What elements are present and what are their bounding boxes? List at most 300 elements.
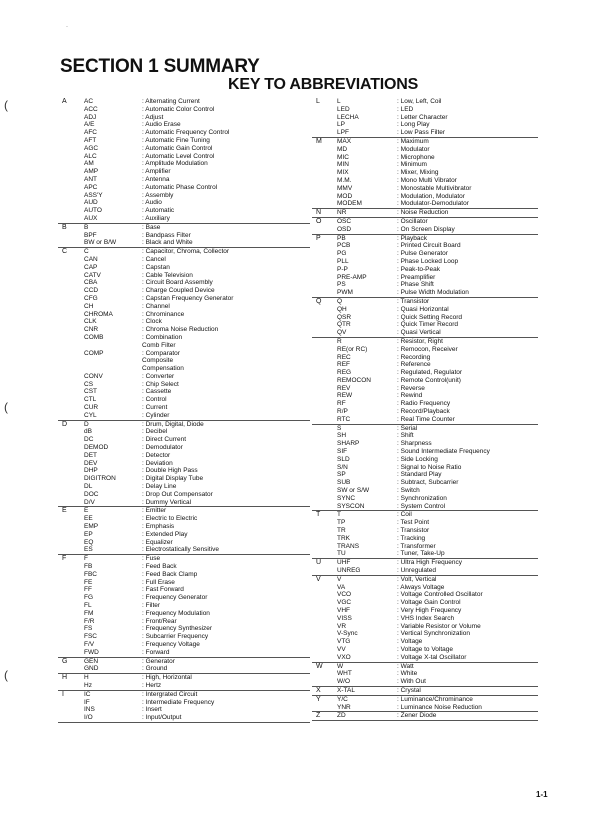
group-letter: G [62,657,68,665]
abbreviation-meaning: : Chip Select [142,380,179,388]
abbreviation-meaning: : Remocon, Receiver [397,345,458,353]
abbreviation: WHT [337,670,352,678]
abbreviation-row [312,584,538,592]
abbreviation: YNR [337,703,351,711]
abbreviation: MIC [337,153,349,161]
abbreviation: VCO [337,591,352,599]
abbreviation: VTG [337,638,351,646]
abbreviation-row [58,602,310,610]
abbreviation: QTR [337,321,351,329]
abbreviation: VR [337,622,347,630]
abbreviation-row [312,448,538,456]
abbreviation-meaning: : Peak-to-Peak [397,265,440,273]
abbreviation: L [337,98,341,105]
right-abbreviation-column [312,98,538,721]
abbreviation-meaning: : Zener Diode [397,712,437,720]
abbreviation: DIGITRON [84,475,116,483]
abbreviation-row [312,623,538,631]
margin-bracket-mark: ( [4,668,8,682]
abbreviation-group [312,696,538,713]
abbreviation-row [312,663,538,671]
abbreviation-row [58,248,310,256]
abbreviation: VV [337,645,346,653]
abbreviation-meaning: : Maximum [397,137,429,145]
abbreviation: MODEM [337,200,362,208]
abbreviation-meaning: : Electrostatically Sensitive [142,546,219,554]
abbreviation-row [312,129,538,137]
abbreviation: R [337,337,342,345]
abbreviation-meaning: : Alternating Current [142,98,200,105]
abbreviation: TU [337,550,346,558]
abbreviation-row [312,543,538,551]
abbreviation-meaning: : Volt, Vertical [397,575,437,583]
abbreviation: MIN [337,161,349,169]
abbreviation: ANT [84,175,97,183]
abbreviation-row [312,114,538,122]
abbreviation-meaning: : Regulated, Regulator [397,369,463,377]
abbreviation: R/P [337,408,348,416]
abbreviation-group [312,98,538,138]
abbreviation: PB [337,234,346,242]
abbreviation-row [312,138,538,146]
abbreviation: VGC [337,599,352,607]
abbreviation: CNR [84,326,99,334]
abbreviation-meaning: : Amplitude Modulation [142,160,208,168]
abbreviation-row [312,471,538,479]
abbreviation: ADJ [84,113,97,121]
abbreviation: VA [337,583,346,591]
abbreviation: B [84,223,89,231]
abbreviation-group [58,224,310,248]
abbreviation-meaning: : Reference [397,361,431,369]
abbreviation-meaning: : Sound Intermediate Frequency [397,448,490,456]
abbreviation-row [58,239,310,247]
abbreviation-row [58,515,310,523]
abbreviation-row [58,168,310,176]
abbreviation: P-P [337,265,348,273]
abbreviation: FF [84,586,92,594]
abbreviation-row [58,98,310,106]
abbreviation-row [58,674,310,682]
abbreviation-meaning: : Delay Line [142,483,177,491]
abbreviation-meaning: : Frequency Generator [142,594,208,602]
abbreviation-row [58,452,310,460]
abbreviation: DEV [84,459,98,467]
abbreviation: V-Sync [337,630,358,638]
abbreviation-meaning: : Generator [142,657,175,665]
abbreviation-meaning: : On Screen Display [397,225,455,233]
abbreviation-meaning: : Antenna [142,175,170,183]
abbreviation-row [58,318,310,326]
abbreviation-row [58,381,310,389]
abbreviation-meaning: : Decibel [142,428,168,436]
abbreviation: PG [337,250,347,258]
abbreviation-row [58,326,310,334]
abbreviation-meaning: : Current [142,404,168,412]
abbreviation: T [337,511,341,519]
abbreviation: FL [84,602,92,609]
abbreviation-row [312,487,538,495]
abbreviation-row [58,404,310,412]
abbreviation-row [312,559,538,567]
abbreviation-group [58,555,310,657]
abbreviation: IF [84,698,90,706]
abbreviation-meaning: : Voltage [397,638,423,646]
abbreviation: MAX [337,137,352,145]
abbreviation-meaning: : Chroma Noise Reduction [142,326,219,334]
abbreviation-meaning: : Voltage Gain Control [397,599,461,607]
abbreviation-meaning: : Letter Character [397,113,448,121]
abbreviation: RF [337,400,346,408]
abbreviation-group [58,421,310,508]
abbreviation-meaning: : Drop Out Compensator [142,490,213,498]
abbreviation-meaning: : Vertical Synchronization [397,630,470,638]
abbreviation: OSC [337,217,352,225]
abbreviation: RTC [337,415,351,423]
group-letter: D [62,420,68,428]
abbreviation-meaning: : Cable Television [142,271,193,279]
abbreviation-row [58,571,310,579]
abbreviation: CLK [84,318,97,326]
abbreviation-meaning: : LED [397,105,414,113]
abbreviation-meaning: : Preamplifier [397,273,436,281]
abbreviation: EMP [84,523,99,531]
abbreviation-row [312,567,538,575]
abbreviation-meaning: : Base [142,223,161,231]
abbreviation-row [58,618,310,626]
abbreviation-meaning: : Subtract, Subcarrier [397,479,459,487]
abbreviation-row [58,428,310,436]
abbreviation: Y/C [337,695,348,703]
abbreviation: UHF [337,559,351,567]
abbreviation: INS [84,706,95,714]
abbreviation-meaning: : Unregulated [397,567,437,575]
abbreviation: CST [84,388,97,396]
abbreviation-group [312,218,538,235]
section-title: SECTION 1 SUMMARY [60,56,260,77]
group-letter: P [316,234,321,242]
abbreviation-row [312,527,538,535]
abbreviation-group [58,691,310,723]
group-letter: N [316,209,322,217]
abbreviation-row [58,184,310,192]
abbreviation: ES [84,546,93,554]
abbreviation-row [58,311,310,319]
group-letter: F [62,555,67,563]
abbreviation-meaning: : Low Pass Filter [397,129,446,137]
abbreviation-row [58,153,310,161]
abbreviation: COMP [84,349,104,357]
abbreviation-meaning: : Extended Play [142,530,188,538]
abbreviation: REC [337,353,351,361]
abbreviation-meaning: : With Out [397,678,426,686]
abbreviation-row [312,687,538,695]
group-letter: I [62,690,64,698]
abbreviation-group [312,576,538,663]
abbreviation: UNREG [337,567,361,575]
abbreviation: F/V [84,640,95,648]
abbreviation: D [84,420,89,428]
abbreviation-meaning: : Dummy Vertical [142,498,192,506]
abbreviation-row [58,467,310,475]
abbreviation-meaning: : Quick Timer Record [397,321,459,329]
abbreviation: NR [337,209,347,217]
abbreviation-row [58,421,310,429]
abbreviation-meaning: : Full Erase [142,578,175,586]
abbreviation-meaning: : Side Locking [397,455,438,463]
abbreviation-row [312,385,538,393]
abbreviation: X-TAL [337,686,355,694]
abbreviation-row [312,235,538,243]
abbreviation-meaning: : Recording [397,353,431,361]
abbreviation-meaning: : Modulator-Demodulator [397,200,469,208]
abbreviation: DEMOD [84,444,109,452]
abbreviation-meaning: : Signal to Noise Ratio [397,463,462,471]
abbreviation: H [84,674,89,682]
abbreviation-meaning: : Filter [142,602,161,609]
abbreviation-row [58,531,310,539]
abbreviation-meaning: : Automatic Frequency Control [142,129,230,137]
abbreviation: FWD [84,648,99,656]
abbreviation-row [312,338,538,346]
abbreviation: PWM [337,289,353,297]
abbreviation-row [312,306,538,314]
abbreviation-row [312,535,538,543]
abbreviation-row [312,185,538,193]
abbreviation: FSC [84,633,97,641]
abbreviation: S/N [337,463,348,471]
abbreviation-meaning: : Automatic Color Control [142,105,215,113]
abbreviation: TR [337,527,346,535]
abbreviation-row [58,555,310,563]
abbreviation-row [312,440,538,448]
abbreviation: AFT [84,136,97,144]
abbreviation-row [312,646,538,654]
abbreviation: Hz [84,681,92,689]
abbreviation-meaning: : Converter [142,372,175,380]
abbreviation-meaning: : Tuner, Take-Up [397,550,445,558]
abbreviation-meaning: : Voltage to Voltage [397,645,454,653]
abbreviation-row [312,392,538,400]
abbreviation-row [58,295,310,303]
abbreviation-row [58,287,310,295]
abbreviation: SYNC [337,494,356,502]
abbreviation-meaning: : Drum, Digital, Diode [142,420,204,428]
abbreviation-meaning: : Digital Display Tube [142,475,204,483]
abbreviation: TP [337,519,346,527]
abbreviation-meaning: : Long Play [397,121,430,129]
abbreviation: VISS [337,614,352,622]
abbreviation-meaning: : System Control [397,502,446,510]
abbreviation-row [58,499,310,507]
abbreviation: CAP [84,263,98,271]
abbreviation-row [58,625,310,633]
abbreviation-meaning: : Phase Locked Loop [397,257,459,265]
abbreviation-row [58,691,310,699]
abbreviation-meaning: : Chrominance [142,310,185,318]
abbreviation-row [58,610,310,618]
abbreviation-group [58,674,310,691]
abbreviation-meaning: : Ultra High Frequency [397,559,463,567]
abbreviation: E [84,507,89,515]
abbreviation-meaning: : Quick Setting Record [397,313,463,321]
abbreviation-row [58,546,310,554]
abbreviation-meaning: : Sharpness [397,440,432,448]
abbreviation-meaning: : Automatic Gain Control [142,144,213,152]
abbreviation-row [312,519,538,527]
abbreviation-row [58,641,310,649]
abbreviation-meaning: : Remote Control(unit) [397,376,461,384]
abbreviation-row [312,161,538,169]
abbreviation-group [312,338,538,425]
abbreviation-meaning: : Modulation, Modulator [397,192,465,200]
abbreviation-meaning: : Cylinder [142,411,170,419]
abbreviation-row [58,256,310,264]
abbreviation-row [58,579,310,587]
abbreviation-row [312,200,538,208]
abbreviation-row [58,649,310,657]
abbreviation-row [312,416,538,424]
abbreviation: AMP [84,168,99,176]
abbreviation-row [312,209,538,217]
abbreviation-row [58,665,310,673]
abbreviation-meaning: : Test Point [397,519,430,527]
abbreviation-row [58,145,310,153]
abbreviation-row [312,400,538,408]
group-letter: Q [316,297,322,305]
abbreviation: VHF [337,607,350,614]
abbreviation-row [312,281,538,289]
abbreviation-meaning: : Channel [142,302,170,310]
abbreviation: REW [337,392,353,400]
abbreviation-meaning: : Amplifier [142,168,171,176]
abbreviation-row [312,177,538,185]
abbreviation: C [84,248,89,256]
margin-bracket-mark: ( [4,400,8,414]
abbreviation-meaning: : Emphasis [142,523,175,531]
abbreviation: FS [84,625,93,633]
abbreviation: AGC [84,144,99,152]
abbreviation: TRK [337,534,350,542]
abbreviation-meaning: : Tracking [397,534,426,542]
abbreviation-row [312,369,538,377]
abbreviation-meaning: : Capacitor, Chroma, Collector [142,248,230,256]
abbreviation-meaning: : Emitter [142,507,167,515]
abbreviation-meaning: : White [397,670,418,678]
group-letter: C [62,248,68,256]
abbreviation-meaning: : Oscillator [397,217,428,225]
abbreviation: FBC [84,570,97,578]
abbreviation-row [58,137,310,145]
abbreviation-row [312,377,538,385]
scan-speck: · [66,24,68,30]
abbreviation-group [312,511,538,559]
abbreviation-meaning: : Rewind [397,392,423,400]
abbreviation-row [58,523,310,531]
abbreviation: CATV [84,271,101,279]
abbreviation-row [312,289,538,297]
abbreviation: SUB [337,479,351,487]
abbreviation: MMV [337,184,353,192]
abbreviation: TRANS [337,542,360,550]
abbreviation-meaning: : Hertz [142,681,162,689]
abbreviation: PCB [337,242,351,250]
abbreviation-meaning: : Shift [397,432,414,440]
abbreviation-meaning: : Frequency Synthesizer [142,625,213,633]
abbreviation-row [58,539,310,547]
abbreviation: QV [337,329,347,337]
abbreviation-meaning: : Equalizer [142,538,173,546]
abbreviation: DHP [84,467,98,475]
abbreviation: dB [84,428,92,436]
abbreviation-meaning: : Bandpass Filter [142,231,191,239]
abbreviation-meaning: : Subcarrier Frequency [142,633,209,641]
abbreviation-group [58,658,310,675]
abbreviation-row [58,699,310,707]
abbreviation: QSR [337,313,352,321]
abbreviation-row [58,272,310,280]
abbreviation-meaning: : Clock [142,318,162,326]
abbreviation-row [312,298,538,306]
abbreviation-meaning: : Auxiliary [142,214,170,222]
abbreviation-meaning: : Double High Pass [142,467,198,475]
abbreviation: CONV [84,372,103,380]
abbreviation-row [312,169,538,177]
abbreviation-row [58,507,310,515]
abbreviation: LECHA [337,113,359,121]
abbreviation-row [312,456,538,464]
abbreviation-row [58,365,310,373]
abbreviation-meaning: : Coil [397,511,412,519]
abbreviation: A/E [84,121,95,129]
abbreviation-row [312,314,538,322]
abbreviation-meaning: : Input/Output [142,714,182,722]
abbreviation: FB [84,563,93,571]
abbreviation-meaning: : Playback [397,234,427,242]
abbreviation: I/O [84,714,93,722]
abbreviation: QH [337,305,347,313]
abbreviation-row [312,495,538,503]
abbreviation-row [58,388,310,396]
abbreviation-meaning: : Quasi Vertical [397,329,441,337]
abbreviation: ASS'Y [84,191,103,199]
abbreviation-meaning: : Voltage X-tal Oscillator [397,653,467,661]
abbreviation: OSD [337,225,352,233]
abbreviation: ZD [337,712,346,720]
abbreviation-meaning: : Fuse [142,555,161,563]
abbreviation: SYSCON [337,502,365,510]
abbreviation-meaning: : Ground [142,665,168,673]
abbreviation-meaning: : Audio Erase [142,121,181,129]
abbreviation: SLD [337,455,350,463]
abbreviation: APC [84,183,98,191]
abbreviation-row [58,192,310,200]
abbreviation-row [58,224,310,232]
abbreviation-group [58,248,310,421]
abbreviation: V [337,575,342,583]
abbreviation-meaning: : Direct Current [142,436,187,444]
abbreviation: AUD [84,199,98,207]
abbreviation-row [312,670,538,678]
abbreviation-group [312,712,538,721]
abbreviation-row [312,258,538,266]
abbreviation-meaning: : Reverse [397,384,425,392]
group-letter: T [316,511,321,519]
abbreviation-row [58,436,310,444]
abbreviation-row [312,346,538,354]
abbreviation-row [312,106,538,114]
abbreviation-row [312,242,538,250]
